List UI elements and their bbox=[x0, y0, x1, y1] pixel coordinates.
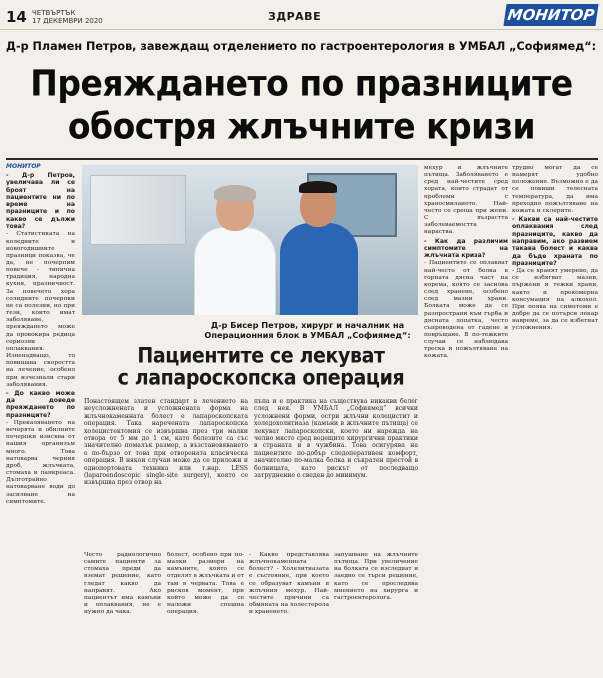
headline-line-2: обостря жлъчните кризи bbox=[67, 105, 536, 148]
answer: - Пациентите се оплакват най-често от болка в горната дясна част на корема, която се засилва след хранене, особено след мазни храни. Болката може да се разпространи към гърба и дясната лопатка, често съпроводена от гадене и повръщане. В по-тежките случаи се наблюдава треска и пожълтяване на кожата. bbox=[424, 260, 508, 360]
answer: - Да се хранят умерено, да се избягват мазни, пържени и тежки храни, както и прекомерна консумация на алкохол. При поява на симптоми е добре да се потърси лекар навреме, за да се избегнат усложнения. bbox=[512, 268, 598, 332]
bottom-column-4: запушване на жлъчните пътища. При увеличение на болката се изследват и заедно се търси решение, като се проследява мнението на хирурга и гастроентеролога. bbox=[334, 552, 418, 601]
doctors-photo bbox=[82, 165, 418, 315]
paragraph: мехур и жлъчните пътища. Заболяването е сред най-честите сред хората, които страдат от проблеми с храносмилането. Най-често се среща при жени. С възрастта заболеваемостта нараства. bbox=[424, 165, 508, 236]
masthead bbox=[0, 0, 603, 30]
bottom-column-3: - Какво представлява жлъчнокаменната болест? - Холелитиазата е състояние, при което се образуват камъни в жлъчния мехур. Най-честите причини са обмяната на холестерола и храненето. bbox=[249, 552, 329, 616]
question: - Как да различим симптомите на жлъчната криза? bbox=[424, 237, 508, 260]
doctor-figure-2 bbox=[280, 183, 358, 315]
bottom-column-2: болест, особено при по-малки размери на камъните, които се отделят в жлъчката и от там в червата. Това е рисков момент, при който може да се наложи спешна операция. bbox=[167, 552, 244, 616]
brand-mini-logo: МОНИТОР bbox=[6, 163, 41, 170]
weekday: ЧЕТВЪРТЪК bbox=[32, 9, 76, 17]
newspaper-logo: МОНИТОР bbox=[503, 4, 598, 26]
sub-headline-line-1: Пациентите се лекуват bbox=[137, 343, 385, 369]
photo-caption: Д-р Бисер Петров, хирург и началник на Операционния блок в УМБАЛ „Софиямед“: bbox=[204, 320, 411, 340]
question: - Какви са най-честите оплаквания след празниците, какво да направим, ако развием такава болест и каква да бъде храната по празниците? bbox=[512, 216, 598, 267]
section-title: ЗДРАВЕ bbox=[268, 10, 322, 23]
article-kicker: Д-р Пламен Петров, завеждащ отделението по гастроентерология в УМБАЛ „Софиямед“: bbox=[6, 40, 597, 53]
question: - Д-р Петров, увеличава ли се броят на пациентите ни по време на празниците и по какво се дължи това? bbox=[6, 172, 75, 231]
right-column-2 bbox=[512, 165, 598, 674]
column-1 bbox=[6, 172, 75, 674]
sub-headline bbox=[100, 345, 422, 389]
dateline bbox=[32, 9, 103, 25]
bottom-column-1: Често радиологично самите пациенти за стомаха преди да вземат решение, като гледат какво да направят. Ако пациентът има камъни и оплаквания, не е нужно да чака. bbox=[84, 552, 161, 616]
headline-line-1: Преяждането по празниците bbox=[30, 62, 573, 105]
doctor-figure-1 bbox=[194, 187, 276, 315]
article-headline bbox=[10, 62, 593, 148]
photo-shelf bbox=[90, 175, 186, 245]
divider bbox=[6, 158, 598, 160]
right-column-1 bbox=[424, 165, 508, 674]
lead-column-a: Понастоящем златен стандарт в лечението на неусложнената и усложнената форма на жлъчнокаменната болест е лапароскопската операция. Така наречената лапароскопска холецистектомия се извършва през три малки отвора от 5 мм до 1 см, като белезите са със значително помалък размер, а възстановяването е по-бързо от това при отворената класическа операция. В някои случаи може да се приложи и еднопортовата техника или т.нар. LESS (laparoendoscopic single-site surgery), която се извършва през отвор на bbox=[84, 398, 248, 487]
page-number: 14 bbox=[6, 8, 27, 26]
date: 17 ДЕКЕМВРИ 2020 bbox=[32, 17, 103, 25]
sub-headline-line-2: с лапароскопска операция bbox=[117, 365, 405, 391]
lead-column-b: пъпа и е практика на съществува никакви белег след нея. В УМБАЛ „Софиямед“ всички усложнени форми, остри жлъчни колецистит и холедохолитиаза (камъни в жлъчните пътища) се лекуват лапароскопски, което ни нарежда на челно място сред водещите хирургични практики в страната и в чужбина. Това осигурява на пациентите по-добър следоперативен комфорт, значително по-малка болка и съкратен престой в болницата, като рискът от последващо затруднение е сведен до минимум. bbox=[254, 398, 418, 480]
question: - До какво може да доведе преяждането по празниците? bbox=[6, 389, 75, 419]
answer: - Статистиката на коледните и новогодишните празници показва, че да, не почерпим повече - типична традиция, народна кухня, празничност. За повечето хора солидните почерпки не са полезни, но при тези, които имат заболяване, преяждането може да провокира редица сериозни оплаквания. Изненадващо, то повишава скоростта на лечение, особено при изчезнали стари заболявания. bbox=[6, 231, 75, 388]
answer: - Прекаляването на вечерята и обилните почерпки изисква от нашия организъм много. Това натоварва черния дроб, жлъчката, стомаха и панкреаса. Дълготрайно натоварване води до засилване на симптомите. bbox=[6, 420, 75, 505]
paragraph: трудно могат да се намерят удобно положение. Възможно е да се повиши телесната температура, да има преходно пожълтяване на кожата и склерите. bbox=[512, 165, 598, 214]
lead-text bbox=[84, 398, 418, 548]
